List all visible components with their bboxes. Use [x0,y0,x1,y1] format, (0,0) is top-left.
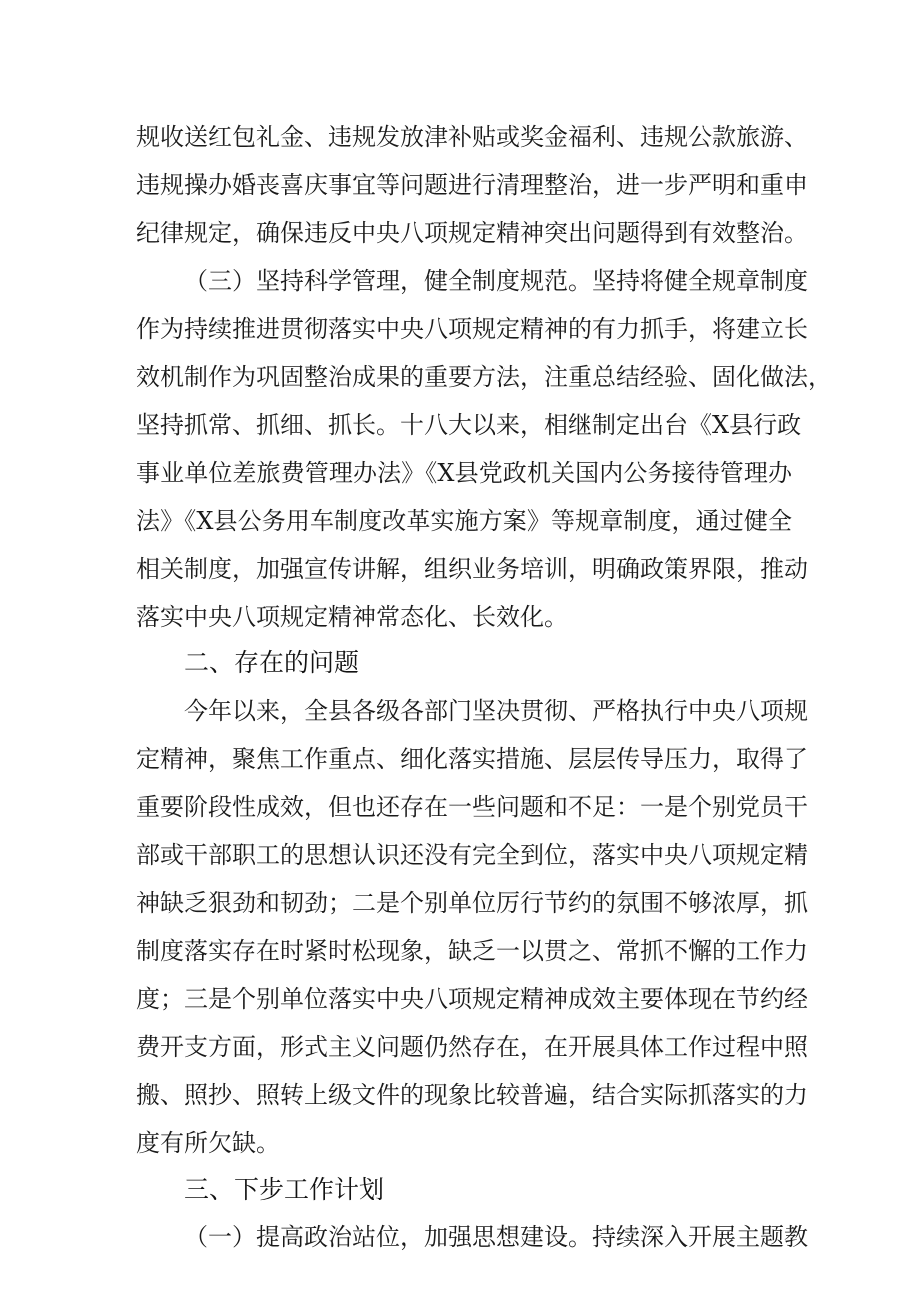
paragraph-line: 费开支方面，形式主义问题仍然存在，在开展具体工作过程中照 [136,1033,808,1061]
section-heading: 二、存在的问题 [184,648,360,677]
paragraph-line: 度；三是个别单位落实中央八项规定精神成效主要体现在节约经 [136,985,808,1013]
paragraph-line: 纪律规定，确保违反中央八项规定精神突出问题得到有效整治。 [136,219,808,247]
paragraph-line: 落实中央八项规定精神常态化、长效化。 [136,603,568,631]
paragraph-line: 度有所欠缺。 [136,1129,280,1157]
paragraph-line: 效机制作为巩固整治成果的重要方法，注重总结经验、固化做法， [136,363,832,391]
paragraph-line: 神缺乏狠劲和韧劲；二是个别单位厉行节约的氛围不够浓厚，抓 [136,889,808,917]
paragraph-line: 坚持抓常、抓细、抓长。十八大以来，相继制定出台《X县行政 [136,411,802,439]
paragraph-line: 相关制度，加强宣传讲解，组织业务培训，明确政策界限，推动 [136,555,808,583]
paragraph-line: 事业单位差旅费管理办法》《X县党政机关国内公务接待管理办 [136,459,792,487]
paragraph-line: 制度落实存在时紧时松现象，缺乏一以贯之、常抓不懈的工作力 [136,937,808,965]
paragraph-line: （三）坚持科学管理，健全制度规范。坚持将健全规章制度 [184,267,808,295]
paragraph-line: 定精神，聚焦工作重点、细化落实措施、层层传导压力，取得了 [136,745,808,773]
paragraph-line: 规收送红包礼金、违规发放津补贴或奖金福利、违规公款旅游、 [136,123,808,151]
paragraph-line: 部或干部职工的思想认识还没有完全到位，落实中央八项规定精 [136,841,808,869]
paragraph-line: 今年以来，全县各级各部门坚决贯彻、严格执行中央八项规 [184,697,808,725]
section-heading: 三、下步工作计划 [184,1175,385,1204]
paragraph-line: 作为持续推进贯彻落实中央八项规定精神的有力抓手，将建立长 [136,315,808,343]
paragraph-line: （一）提高政治站位，加强思想建设。持续深入开展主题教 [184,1223,808,1251]
paragraph-line: 法》《X县公务用车制度改革实施方案》等规章制度，通过健全 [136,507,792,535]
paragraph-line: 搬、照抄、照转上级文件的现象比较普遍，结合实际抓落实的力 [136,1081,808,1109]
paragraph-line: 违规操办婚丧喜庆事宜等问题进行清理整治，进一步严明和重申 [136,171,808,199]
paragraph-line: 重要阶段性成效，但也还存在一些问题和不足：一是个别党员干 [136,793,808,821]
